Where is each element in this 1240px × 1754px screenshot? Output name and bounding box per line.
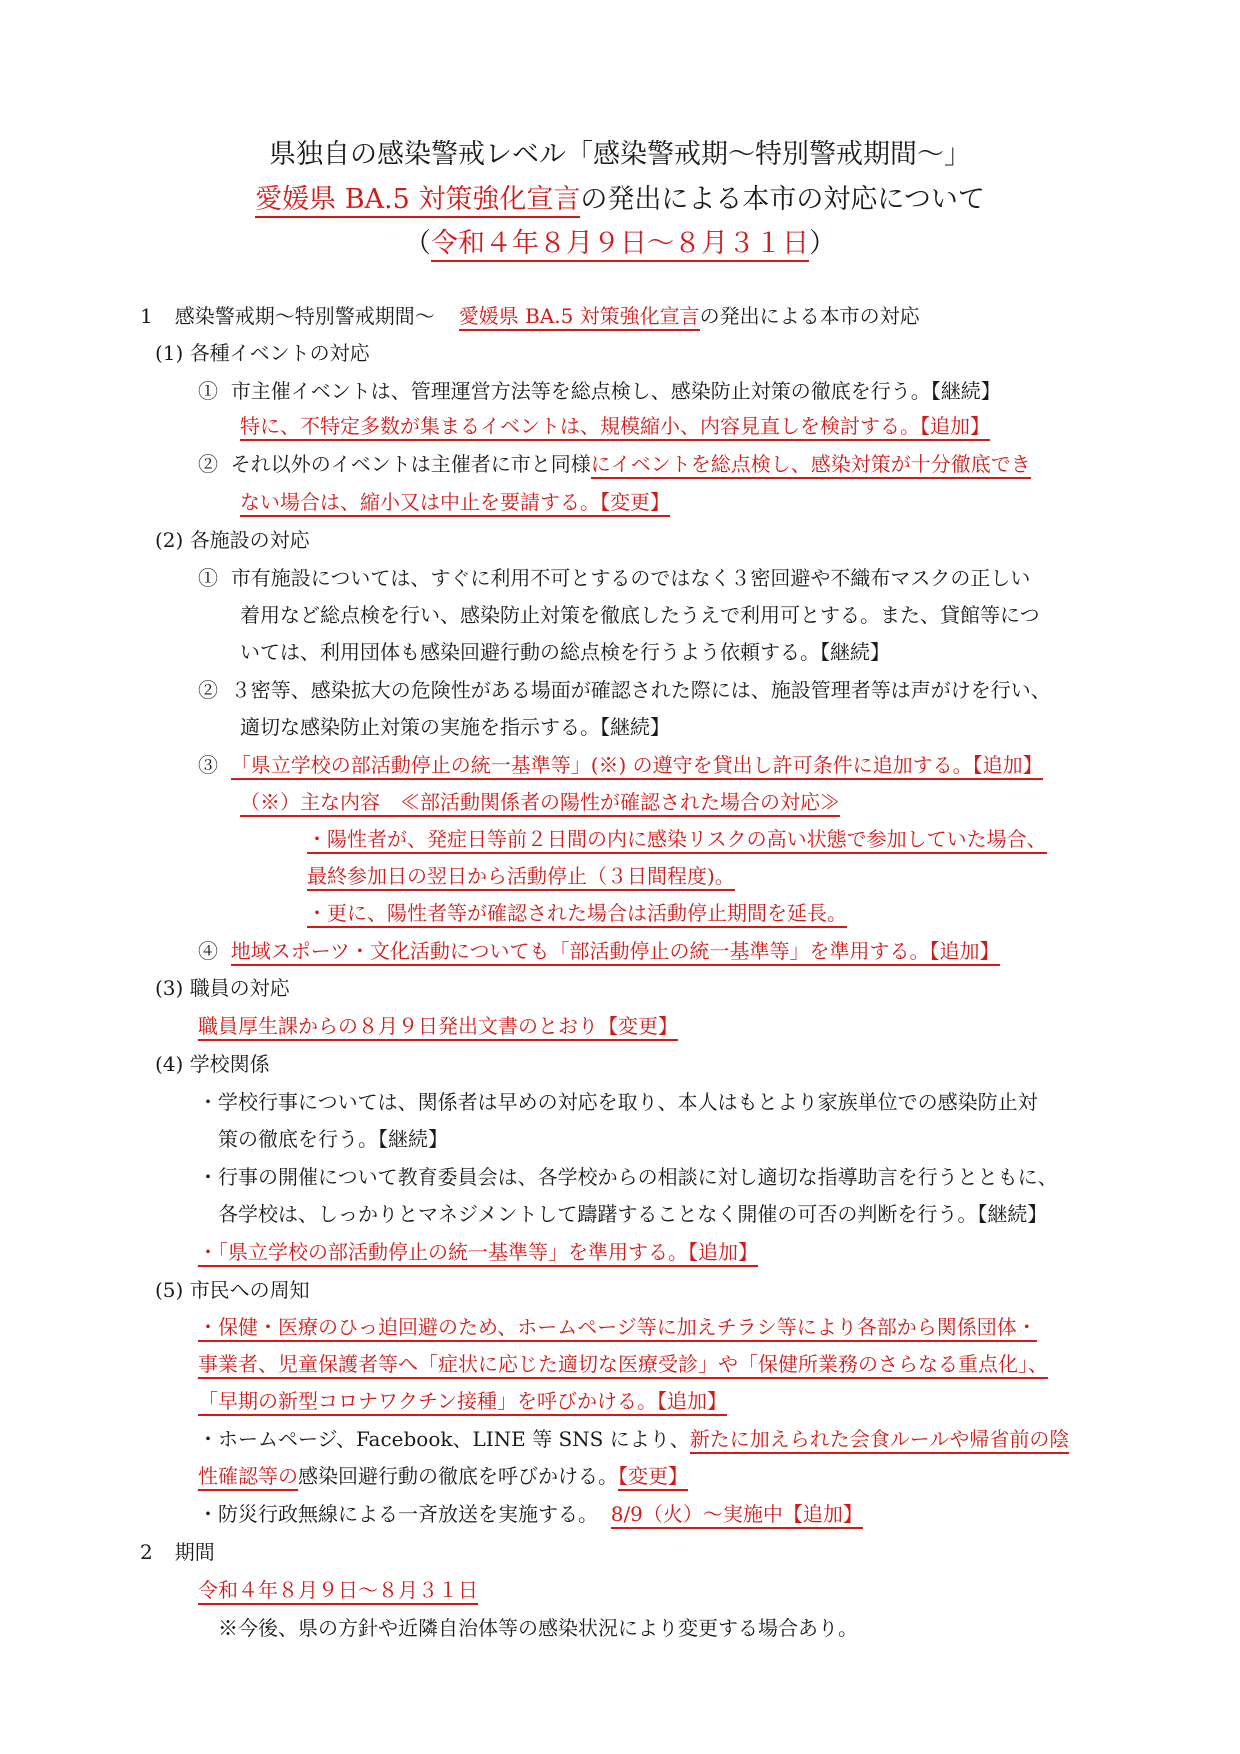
item-4-bullet-1-cont: 策の徹底を行う。【継続】: [218, 1127, 448, 1151]
doc-title-line2: 愛媛県 BA.5 対策強化宣言の発出による本市の対応について: [0, 180, 1240, 220]
item-4-bullet-2: ・行事の開催について教育委員会は、各学校からの相談に対し適切な指導助言を行うとともに、: [198, 1165, 1058, 1189]
item-2-2: ② ３密等、感染拡大の危険性がある場面が確認された際には、施設管理者等は声がけを行い、: [198, 678, 1051, 702]
item-5-bullet-2: ・ホームページ、Facebook、LINE 等 SNS により、新たに加えられた会食ルールや帰省前の陰: [198, 1425, 1069, 1453]
declaration-name: 愛媛県 BA.5 対策強化宣言: [255, 184, 580, 218]
period-dates: 令和４年８月９日～８月３１日: [198, 1576, 478, 1604]
subsection-2-heading: (2) 各施設の対応: [155, 528, 310, 552]
subsection-4-heading: (4) 学校関係: [155, 1052, 270, 1076]
doc-title-period: （令和４年８月９日～８月３１日）: [0, 224, 1240, 264]
subsection-1-heading: (1) 各種イベントの対応: [155, 341, 370, 365]
item-2-3: ③ 「県立学校の部活動停止の統一基準等」(※) の遵守を貸出し許可条件に追加する。【追加】: [198, 751, 1043, 779]
item-1-1: ① 市主催イベントは、管理運営方法等を総点検し、感染防止対策の徹底を行う。【継続】: [198, 379, 1001, 403]
item-2-1-line3: いては、利用団体も感染回避行動の総点検を行うよう依頼する。【継続】: [240, 640, 890, 664]
period-note: ※今後、県の方針や近隣自治体等の感染状況により変更する場合あり。: [218, 1616, 858, 1640]
item-2-3-note-line1: ・陽性者が、発症日等前２日間の内に感染リスクの高い状態で参加していた場合、: [307, 825, 1047, 853]
item-1-2-cont: ない場合は、縮小又は中止を要請する。【変更】: [240, 488, 670, 516]
subsection-5-heading: (5) 市民への周知: [155, 1278, 310, 1302]
item-5-bullet-1-line2: 事業者、児童保護者等へ「症状に応じた適切な医療受診」や「保健所業務のさらなる重点化」、: [198, 1350, 1048, 1378]
subsection-3-heading: (3) 職員の対応: [155, 976, 290, 1000]
item-2-3-note-heading: （※）主な内容 ≪部活動関係者の陽性が確認された場合の対応≫: [240, 788, 840, 816]
item-2-1: ① 市有施設については、すぐに利用不可とするのではなく３密回避や不織布マスクの正しい: [198, 566, 1031, 590]
section-1-heading: 1 感染警戒期～特別警戒期間～ 愛媛県 BA.5 対策強化宣言の発出による本市の対応: [140, 302, 920, 330]
doc-title-line1: 県独自の感染警戒レベル「感染警戒期～特別警戒期間～」: [269, 139, 971, 170]
item-4-bullet-3: ・「県立学校の部活動停止の統一基準等」を準用する。【追加】: [198, 1238, 758, 1266]
item-2-3-note-line3: ・更に、陽性者等が確認された場合は活動停止期間を延長。: [307, 899, 847, 927]
item-2-3-note-line2: 最終参加日の翌日から活動停止（３日間程度)。: [307, 862, 735, 890]
item-5-bullet-3: ・防災行政無線による一斉放送を実施する。 8/9（火）～実施中【追加】: [198, 1500, 863, 1528]
item-4-bullet-1: ・学校行事については、関係者は早めの対応を取り、本人はもとより家族単位での感染防止対: [198, 1090, 1038, 1114]
item-5-bullet-1-line3: 「早期の新型コロナワクチン接種」を呼びかける。【追加】: [198, 1387, 727, 1415]
item-1-1-addition: 特に、不特定多数が集まるイベントは、規模縮小、内容見直しを検討する。【追加】: [240, 412, 990, 440]
item-4-bullet-2-cont: 各学校は、しっかりとマネジメントして躊躇することなく開催の可否の判断を行う。【継続】: [218, 1202, 1048, 1226]
item-1-2: ② それ以外のイベントは主催者に市と同様にイベントを総点検し、感染対策が十分徹底でき: [198, 450, 1031, 478]
item-2-4: ④ 地域スポーツ・文化活動についても「部活動停止の統一基準等」を準用する。【追加】: [198, 937, 1000, 965]
item-2-2-line2: 適切な感染防止対策の実施を指示する。【継続】: [240, 715, 670, 739]
item-2-1-line2: 着用など総点検を行い、感染防止対策を徹底したうえで利用可とする。また、貸館等につ: [240, 603, 1040, 627]
section-2-heading: 2 期間: [140, 1540, 215, 1564]
item-3-text: 職員厚生課からの８月９日発出文書のとおり【変更】: [198, 1012, 678, 1040]
item-5-bullet-1: ・保健・医療のひっ迫回避のため、ホームページ等に加えチラシ等により各部から関係団体・: [198, 1313, 1037, 1341]
item-5-bullet-2-line2: 性確認等の感染回避行動の徹底を呼びかける。【変更】: [198, 1462, 688, 1490]
